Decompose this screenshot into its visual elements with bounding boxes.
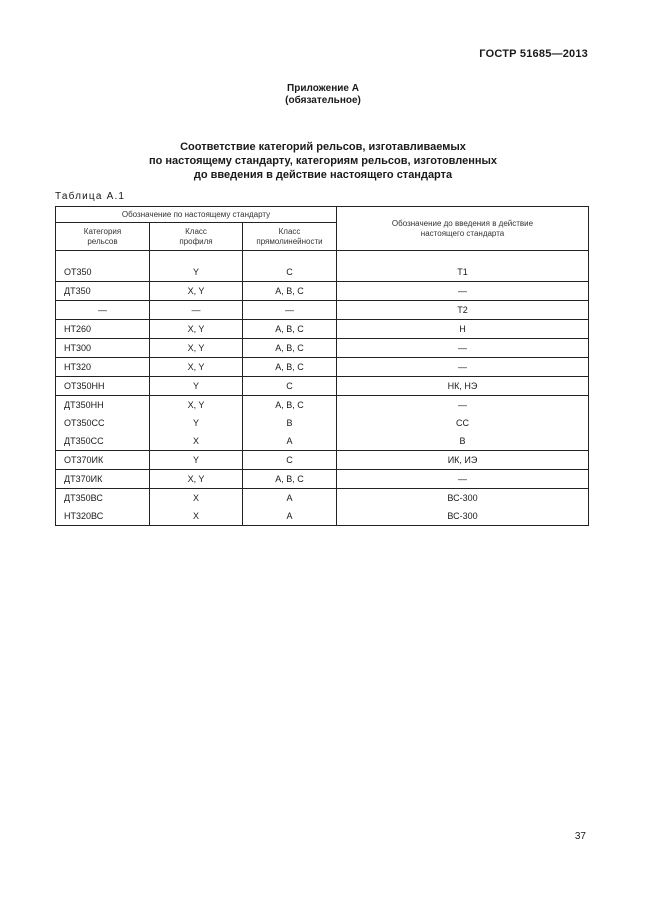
rail-category: ДТ350НН — [56, 396, 150, 415]
rail-category: НТ320ВС — [56, 507, 150, 526]
title-line: до введения в действие настоящего стандарта — [193, 169, 453, 181]
table-row — [56, 301, 589, 320]
straightness-class: A, B, C — [243, 339, 337, 358]
table-row — [56, 489, 589, 508]
profile-class: X, Y — [150, 396, 243, 415]
prior-designation: НК, НЭ — [337, 377, 589, 396]
straightness-class: C — [243, 451, 337, 470]
page-number: 37 — [574, 831, 586, 842]
straightness-class: A, B, C — [243, 396, 337, 415]
appendix-title: Приложение А — [287, 83, 359, 94]
prior-designation: В — [337, 432, 589, 451]
table-row — [56, 507, 589, 526]
current-standard-header: Обозначение по настоящему стандарту — [56, 207, 337, 223]
straightness-class: A, B, C — [243, 282, 337, 301]
straightness-class: A, B, C — [243, 358, 337, 377]
prior-designation: Т2 — [337, 301, 589, 320]
straightness-class: A — [243, 507, 337, 526]
profile-class: Y — [150, 377, 243, 396]
table-row — [56, 339, 589, 358]
straightness-class: C — [243, 251, 337, 282]
rail-category: ДТ370ИК — [56, 470, 150, 489]
rail-category: ДТ350 — [56, 282, 150, 301]
rail-category: ОТ350 — [56, 251, 150, 282]
straightness-class: A, B, C — [243, 470, 337, 489]
appendix-status: (обязательное) — [285, 95, 361, 106]
straightness-class-header: Класс прямолинейности — [243, 223, 337, 251]
prior-designation: — — [337, 282, 589, 301]
profile-class: Y — [150, 451, 243, 470]
rail-category: ОТ350НН — [56, 377, 150, 396]
rail-category: НТ260 — [56, 320, 150, 339]
profile-class: X — [150, 489, 243, 508]
standard-designation: ГОСТР 51685—2013 — [479, 48, 588, 60]
straightness-class: — — [243, 301, 337, 320]
prior-designation: — — [337, 396, 589, 415]
prior-designation: — — [337, 339, 589, 358]
profile-class-header: Класс профиля — [150, 223, 243, 251]
table-row — [56, 320, 589, 339]
table-row — [56, 396, 589, 415]
category-header: Категория рельсов — [56, 223, 150, 251]
table-row — [56, 377, 589, 396]
rail-category: НТ320 — [56, 358, 150, 377]
straightness-class: C — [243, 377, 337, 396]
rail-category: НТ300 — [56, 339, 150, 358]
profile-class: X, Y — [150, 358, 243, 377]
profile-class: X — [150, 432, 243, 451]
prior-designation: ВС-300 — [337, 507, 589, 526]
table-row — [56, 470, 589, 489]
table-row — [56, 432, 589, 451]
straightness-class: A, B, C — [243, 320, 337, 339]
table-row — [56, 358, 589, 377]
straightness-class: A — [243, 489, 337, 508]
profile-class: Y — [150, 251, 243, 282]
table-row — [56, 451, 589, 470]
prior-designation: ВС-300 — [337, 489, 589, 508]
rail-category: — — [56, 301, 150, 320]
correspondence-table — [55, 206, 589, 526]
prior-designation: ИК, ИЭ — [337, 451, 589, 470]
title-line: по настоящему стандарту, категориям рельсов, изготовленных — [148, 155, 498, 167]
straightness-class: B — [243, 414, 337, 432]
rail-category: ДТ350СС — [56, 432, 150, 451]
document-title — [0, 140, 646, 182]
profile-class: Y — [150, 414, 243, 432]
appendix-heading — [0, 83, 646, 107]
profile-class: X, Y — [150, 282, 243, 301]
rail-category: ОТ370ИК — [56, 451, 150, 470]
table-row — [56, 414, 589, 432]
profile-class: — — [150, 301, 243, 320]
profile-class: X, Y — [150, 339, 243, 358]
prior-designation: Т1 — [337, 251, 589, 282]
prior-designation: СС — [337, 414, 589, 432]
profile-class: X — [150, 507, 243, 526]
table-caption: Таблица А.1 — [55, 191, 126, 202]
table-row — [56, 282, 589, 301]
rail-category: ОТ350СС — [56, 414, 150, 432]
table-row — [56, 251, 589, 282]
rail-category: ДТ350ВС — [56, 489, 150, 508]
straightness-class: A — [243, 432, 337, 451]
prior-designation: — — [337, 470, 589, 489]
profile-class: X, Y — [150, 470, 243, 489]
profile-class: X, Y — [150, 320, 243, 339]
prior-designation-header: Обозначение до введения в действие настоящего стандарта — [337, 207, 589, 251]
prior-designation: — — [337, 358, 589, 377]
title-line: Соответствие категорий рельсов, изготавливаемых — [180, 141, 466, 153]
prior-designation: Н — [337, 320, 589, 339]
